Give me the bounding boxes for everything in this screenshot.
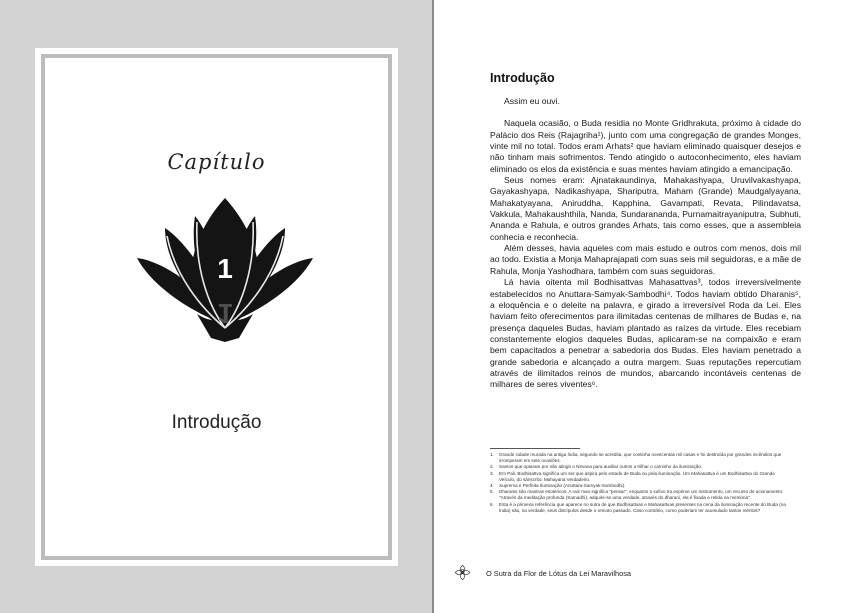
footnote-number: 3.	[490, 470, 494, 476]
chapter-card	[35, 48, 398, 566]
page-number: 8	[460, 569, 465, 576]
footnote	[490, 502, 790, 514]
footnote-text: Esta é a primeira referência que aparece no sutra de que Bodhisattvas e Mahasattvas presentes na cena da iluminação recente do Buda (na Índia) são, na verdade, seus discípulos desde o remoto passado. Caso contrário, como poderiam ter acumulado tantos méritos?	[499, 501, 786, 513]
footnote	[490, 471, 790, 483]
footnote	[490, 483, 790, 489]
footnote-number: 1.	[490, 452, 494, 457]
footnote-rule	[490, 448, 580, 449]
paragraph: Assim eu ouvi.	[504, 96, 560, 106]
footnote-number: 6.	[490, 501, 494, 507]
footnote-text: Em Pali, Bodhisattva significa um ser que aspira pelo estado de Buda ou pela iluminação. Um Mahasattva é um Bodhisattva do Grande Veículo, do sânscrito: Mahayana Verdadeiro.	[499, 470, 775, 482]
footnote-number: 4.	[490, 483, 494, 489]
footnote-text: Grande cidade murada na antiga Índia, segundo se acredita, que continha novecentas mil casas e foi destruída por grandes incêndios que irromperam em sete ocasiões.	[499, 452, 782, 463]
paragraph: Naquela ocasião, o Buda residia no Monte Gridhrakuta, próximo à cidade do Palácio dos Reis (Rajagriha¹), junto com uma congregação de grandes Monges, vinte mil no total. Todos eram Arhats² que haviam eliminado quaisquer desejos e não tinham mais sofrimentos. Tendo atingido o autoconhecimento, eles haviam eliminado os elos da existência e suas mentes haviam atingido a emancipação.	[490, 118, 801, 174]
chapter-title: Introdução	[171, 412, 262, 433]
footnote	[490, 489, 790, 501]
running-footer: O Sutra da Flor de Lótus da Lei Maravilhosa	[486, 569, 632, 578]
body-text	[490, 96, 801, 391]
paragraph: Lá havia oitenta mil Bodhisattvas Mahasattvas³, todos irreversivelmente estabelecidos no Anuttara-Samyak-Sambodhi⁴. Todos haviam obtido Dharanis⁵, a eloquência e o deleite na palavra, e girado a irreversível Roda da Lei. Eles haviam feito oferecimentos para ilimitadas centenas de milhares de Budas e, na presença daqueles Budas, haviam plantado as raízes da virtude. Eles recebiam constantemente elogios daqueles Budas, aplicaram-se na compaixão e eram bem capacitados a penetrar a sabedoria dos Budas. Eles haviam penetrado a grande sabedoria e alcançado a outra margem. Suas reputações repercutiam através de ilimitados reinos de mundos, abarcando incontáveis centenas de milhares de seres viventes⁶.	[490, 277, 801, 390]
paragraph: Além desses, havia aqueles com mais estudo e outros com menos, dois mil ao todo. Existia a Monja Mahaprajapati com suas seis mil seguidoras, e a mãe de Rahula, Monja Yashodhara, também com suas seguidoras.	[490, 243, 801, 276]
lotus-icon	[135, 196, 315, 342]
section-heading: Introdução	[490, 71, 555, 85]
footnote-number: 2.	[490, 464, 494, 470]
footnote	[490, 464, 790, 470]
footnote-text: Dharanis são mantras esotéricos. A raiz man significa "pensar", enquanto o sufixo tra exprime um instrumento, um recurso de acionamento: "Através da meditação profunda (Samadhi), adquire-se uma verdade, através do dharani, ela é fixada e retida na memória".	[499, 489, 784, 501]
footnote	[490, 452, 790, 464]
chapter-card-frame	[41, 54, 392, 560]
chapter-word: Capítulo	[167, 150, 266, 174]
footnotes	[490, 452, 790, 514]
footnote-number: 5.	[490, 489, 494, 495]
right-page	[434, 0, 853, 613]
footnote-text: Suprema e Perfeita Iluminação (Anuttara-Samyak-Sambodhi).	[499, 483, 626, 489]
chapter-number-reflection: 1	[217, 298, 233, 329]
paragraph: Seus nomes eram: Ajnatakaundinya, Mahakashyapa, Uruvilvakashyapa, Gayakashyapa, Nadikashyapa, Shariputra, Maham (Grande) Maudgalyayana, Mahakatyayana, Aniruddha, Kapphina, Gavampati, Revata, Pilindavatsa, Vakkula, Mahakaushthila, Nanda, Sundarananda, Purnamaitrayaniputra, Subhuti, Ananda e Rahula, e outros grandes Arhats, tais como esses, que a assembleia conhecia e reconhecia.	[490, 175, 801, 242]
footnote-text: Santos que optaram por não atingir o Nirvana para auxiliar outros a trilhar o caminho da iluminação.	[499, 464, 703, 470]
chapter-number: 1	[217, 253, 233, 284]
